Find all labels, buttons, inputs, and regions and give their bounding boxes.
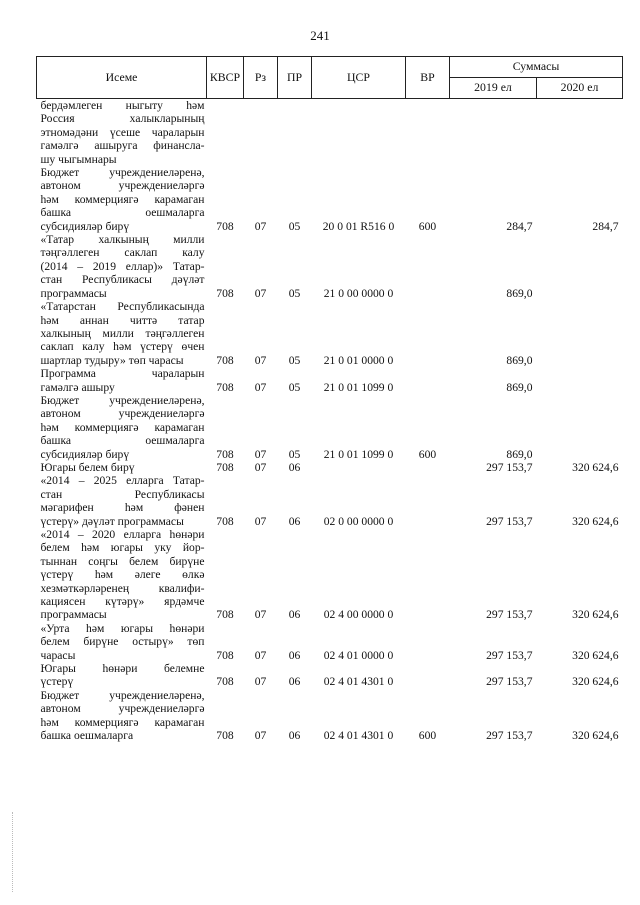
sum-2020-cell: 320 624,6	[572, 608, 619, 622]
rz-cell: 07	[254, 729, 267, 743]
row-name-line: (2014 – 2019 еллар)» Татар-	[40, 259, 205, 273]
table-row	[37, 166, 623, 233]
sum-2020-cell: 320 624,6	[572, 514, 619, 528]
row-name-line: Бюджет учреждениеләренә,	[40, 166, 205, 180]
row-name-line: автоном учреждениеләргә	[40, 179, 205, 193]
row-name-line: гамәлгә ашыруга финансла-	[40, 139, 205, 153]
pr-cell: 05	[288, 353, 301, 367]
kvsr-cell: 708	[216, 648, 234, 662]
row-name-line: шартлар тудыру» төп чарасы	[40, 353, 184, 367]
row-name-line: кациясен күтәрү» ярдәмче	[40, 595, 205, 609]
kvsr-cell: 708	[216, 608, 234, 622]
rz-cell: 07	[254, 286, 267, 300]
rz-cell: 07	[254, 514, 267, 528]
header-sums: Суммасы	[450, 57, 623, 78]
row-name-line: саклап калу һәм үстерү өчен	[40, 340, 205, 354]
table-row	[37, 461, 623, 474]
header-rz: Рз	[244, 57, 278, 99]
header-name: Исеме	[37, 57, 207, 99]
row-name-cell	[37, 662, 207, 689]
rz-cell: 07	[254, 608, 267, 622]
row-name-line: үстерү» дәүләт программасы	[40, 514, 184, 528]
table-row	[37, 689, 623, 743]
vr-cell	[406, 622, 450, 662]
csr-cell	[312, 461, 406, 474]
kvsr-cell: 708	[216, 514, 234, 528]
kvsr-cell: 708	[216, 286, 234, 300]
csr-cell: 02 4 00 0000 0	[323, 608, 394, 622]
row-name-line: һәм коммерциягә карамаган	[40, 192, 205, 206]
row-name-line: шу чыгымнары	[40, 152, 117, 166]
header-csr: ЦСР	[312, 57, 406, 99]
row-name-line: «Татар халкының милли	[40, 233, 205, 247]
row-name-line: Бюджет учреждениеләренә,	[40, 393, 205, 407]
row-name-line: стан Республикасы	[40, 487, 205, 501]
rz-cell: 07	[254, 219, 267, 233]
row-name-line: «2014 – 2025 елларга Татар-	[40, 474, 205, 488]
csr-cell: 02 4 01 0000 0	[323, 648, 394, 662]
sum-2019-cell: 297 153,7	[486, 514, 533, 528]
rz-cell: 07	[254, 648, 267, 662]
sum-2020-cell	[537, 394, 623, 461]
sum-2020-cell: 284,7	[592, 219, 619, 233]
pr-cell: 05	[288, 219, 301, 233]
row-name-line: Россия халыкларының	[40, 112, 205, 126]
pr-cell: 06	[288, 675, 301, 689]
pr-cell: 06	[288, 460, 301, 474]
row-name-cell	[37, 166, 207, 233]
pr-cell: 05	[288, 380, 301, 394]
row-name-line: «2014 – 2020 елларга һөнәри	[40, 528, 205, 541]
header-kvsr: КВСР	[207, 57, 244, 99]
vr-cell	[406, 367, 450, 394]
pr-cell: 06	[288, 648, 301, 662]
rz-cell: 07	[254, 675, 267, 689]
kvsr-cell: 708	[216, 219, 234, 233]
sum-2019-cell: 284,7	[506, 219, 533, 233]
vr-cell	[406, 474, 450, 528]
vr-cell	[406, 99, 450, 167]
row-name-line: һәм коммерциягә карамаган	[40, 715, 205, 729]
vr-cell: 600	[418, 729, 437, 743]
kvsr-cell: 708	[216, 447, 234, 461]
sum-2019-cell: 869,0	[506, 447, 533, 461]
sum-2019-cell: 869,0	[506, 353, 533, 367]
row-name-line: гамәлгә ашыру	[40, 380, 115, 394]
page-number: 241	[310, 28, 330, 43]
row-name-line: «Татарстан Республикасында	[40, 300, 205, 314]
row-name-line: Югары һөнәри белемне	[40, 662, 205, 676]
vr-cell	[406, 300, 450, 367]
pr-cell: 06	[288, 608, 301, 622]
sum-2020-cell: 320 624,6	[572, 460, 619, 474]
kvsr-cell: 708	[216, 353, 234, 367]
row-name-line: белем бирүне остырү» төп	[40, 635, 205, 649]
rz-cell: 07	[254, 353, 267, 367]
row-name-line: Югары белем бирү	[40, 460, 135, 474]
row-name-line: программасы	[40, 608, 107, 622]
row-name-line: башка оешмаларга	[40, 729, 134, 743]
row-name-cell	[37, 394, 207, 461]
sum-2020-cell: 320 624,6	[572, 675, 619, 689]
pr-cell: 05	[288, 447, 301, 461]
sum-2019-cell: 869,0	[506, 286, 533, 300]
sum-2020-cell: 320 624,6	[572, 648, 619, 662]
csr-cell: 02 4 01 4301 0	[323, 675, 394, 689]
csr-cell: 20 0 01 R516 0	[322, 219, 395, 233]
row-name-line: субсидияләр бирү	[40, 219, 130, 233]
row-name-line: программасы	[40, 286, 107, 300]
row-name-cell	[37, 528, 207, 622]
table-row	[37, 233, 623, 300]
budget-table	[36, 56, 623, 743]
row-name-line: халкының милли тәңгәллеген	[40, 326, 205, 340]
csr-cell: 21 0 01 1099 0	[323, 380, 394, 394]
sum-2019-cell: 297 153,7	[486, 675, 533, 689]
row-name-cell	[37, 622, 207, 662]
table-row	[37, 394, 623, 461]
kvsr-cell	[207, 99, 244, 167]
sum-2019-cell: 297 153,7	[486, 460, 533, 474]
row-name-cell	[37, 233, 207, 300]
sum-2020-cell: 320 624,6	[572, 729, 619, 743]
sum-2019-cell: 869,0	[506, 380, 533, 394]
vr-cell	[406, 528, 450, 622]
sum-2019-cell	[450, 99, 537, 167]
csr-cell: 21 0 00 0000 0	[323, 286, 394, 300]
rz-cell	[244, 99, 278, 167]
csr-cell: 21 0 01 1099 0	[323, 447, 394, 461]
row-name-line: һәм аннан читтә татар	[40, 313, 205, 327]
kvsr-cell: 708	[216, 675, 234, 689]
row-name-line: үстерү һәм әлеге өлкә	[40, 568, 205, 582]
table-row	[37, 528, 623, 622]
vr-cell: 600	[418, 219, 437, 233]
row-name-line: автоном учреждениеләргә	[40, 702, 205, 716]
row-name-line: «Урта һәм югары һөнәри	[40, 621, 205, 635]
csr-cell: 21 0 01 0000 0	[323, 353, 394, 367]
row-name-cell	[37, 474, 207, 528]
csr-cell: 02 4 01 4301 0	[323, 729, 394, 743]
row-name-line: хезмәткәрләренең квалифи-	[40, 581, 205, 595]
row-name-line: бердәмлеген ныгыту һәм	[40, 99, 205, 112]
sum-2020-cell	[537, 99, 623, 167]
row-name-line: башка оешмаларга	[40, 434, 205, 448]
sum-2020-cell	[537, 367, 623, 394]
pr-cell: 05	[288, 286, 301, 300]
row-name-line: белем һәм югары уку йор-	[40, 541, 205, 555]
kvsr-cell: 708	[216, 460, 234, 474]
table-row	[37, 99, 623, 167]
sum-2019-cell: 297 153,7	[486, 608, 533, 622]
row-name-cell	[37, 461, 207, 474]
vr-cell: 600	[418, 447, 437, 461]
row-name-line: тәңгәллеген саклап калу	[40, 246, 205, 260]
csr-cell: 02 0 00 0000 0	[323, 514, 394, 528]
pr-cell: 06	[288, 514, 301, 528]
row-name-line: чарасы	[40, 648, 76, 662]
row-name-line: субсидияләр бирү	[40, 447, 130, 461]
row-name-line: үстерү	[40, 675, 74, 689]
rz-cell: 07	[254, 380, 267, 394]
row-name-line: автоном учреждениеләргә	[40, 407, 205, 421]
header-vr: ВР	[406, 57, 450, 99]
rz-cell: 07	[254, 447, 267, 461]
header-pr: ПР	[278, 57, 312, 99]
table-row	[37, 300, 623, 367]
row-name-line: һәм коммерциягә карамаган	[40, 420, 205, 434]
rz-cell: 07	[254, 460, 267, 474]
table-row	[37, 622, 623, 662]
table-body	[37, 99, 623, 743]
row-name-line: этномәдәни үсеше чараларын	[40, 125, 205, 139]
row-name-line: Программа чараларын	[40, 367, 205, 381]
row-name-line: тыннан соңгы белем бирүне	[40, 554, 205, 568]
kvsr-cell: 708	[216, 380, 234, 394]
row-name-line: стан Республикасы дәүләт	[40, 273, 205, 287]
row-name-line: мәгарифен һәм фәнен	[40, 501, 205, 515]
row-name-line: башка оешмаларга	[40, 206, 205, 220]
sum-2019-cell: 297 153,7	[486, 648, 533, 662]
sum-2020-cell	[537, 300, 623, 367]
kvsr-cell: 708	[216, 729, 234, 743]
sum-2019-cell: 297 153,7	[486, 729, 533, 743]
vr-cell	[406, 662, 450, 689]
pr-cell	[278, 99, 312, 167]
row-name-line: Бюджет учреждениеләренә,	[40, 688, 205, 702]
table-row	[37, 662, 623, 689]
row-name-cell	[37, 300, 207, 367]
vr-cell	[406, 461, 450, 474]
row-name-cell	[37, 99, 207, 167]
table-row	[37, 367, 623, 394]
header-year-2020: 2020 ел	[537, 78, 623, 99]
csr-cell	[312, 99, 406, 167]
header-year-2019: 2019 ел	[450, 78, 537, 99]
row-name-cell	[37, 689, 207, 743]
table-row	[37, 474, 623, 528]
row-name-cell	[37, 367, 207, 394]
sum-2020-cell	[537, 233, 623, 300]
vr-cell	[406, 233, 450, 300]
pr-cell: 06	[288, 729, 301, 743]
margin-dots	[12, 812, 15, 892]
